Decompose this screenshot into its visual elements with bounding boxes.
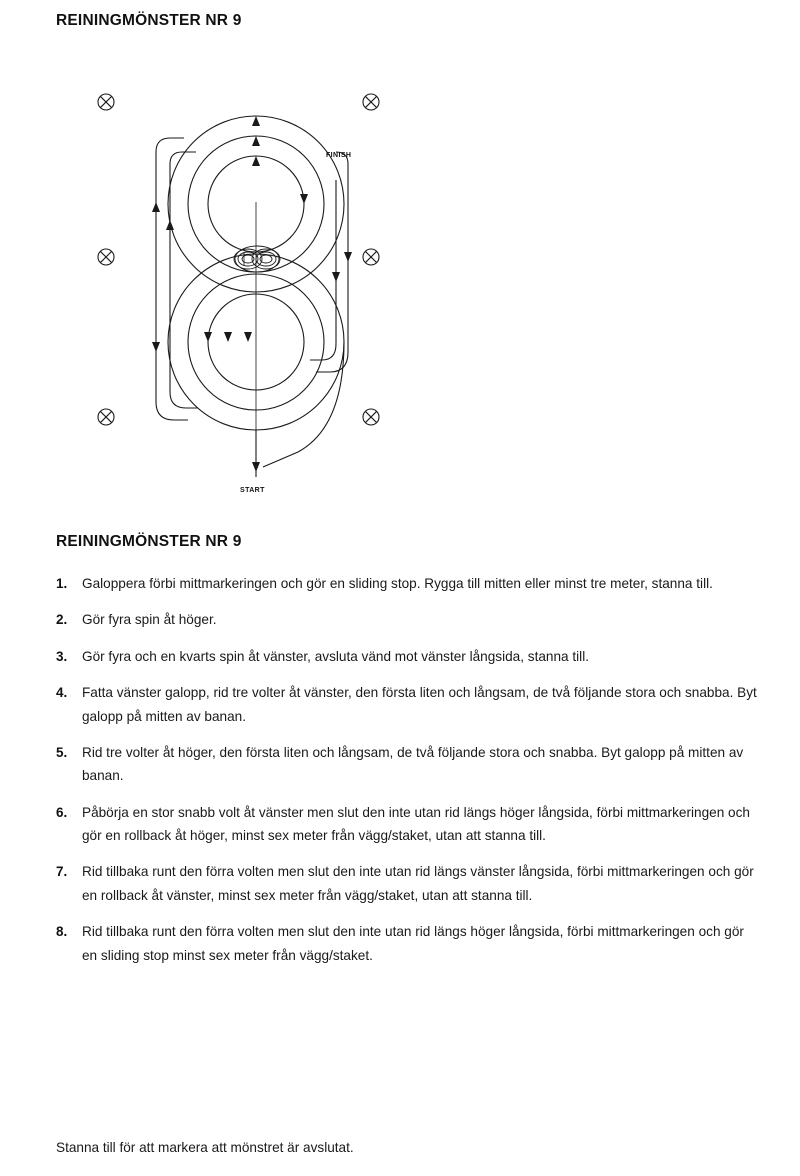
arena-marker-bottom-right: [363, 409, 379, 425]
step-text: Rid tillbaka runt den förra volten men slut den inte utan rid längs vänster långsida, förbi mittmarkeringen och gör en rollback åt vänster, minst sex meter från vägg/staket, utan att stanna till.: [82, 864, 754, 903]
step-number: 8.: [56, 924, 68, 940]
step-number: 7.: [56, 864, 68, 880]
step-text: Rid tre volter åt höger, den första liten och långsam, de två följande stora och snabba. Byt galopp på mitten av banan.: [82, 744, 744, 784]
arena-marker-bottom-left: [98, 409, 114, 425]
list-item: [56, 608, 762, 631]
step-text: Galoppera förbi mittmarkeringen och gör en sliding stop. Rygga till mitten eller minst tre meter, stanna till.: [82, 576, 713, 591]
finish-label: FINISH: [326, 152, 352, 159]
list-item: [56, 801, 762, 848]
arena-marker-top-left: [98, 94, 114, 110]
section-title: REININGMÖNSTER NR 9: [56, 533, 242, 550]
pattern-spin-spirals: [234, 246, 280, 272]
page-title: REININGMÖNSTER NR 9: [56, 12, 242, 29]
step-number: 3.: [56, 648, 68, 664]
step-number: 4.: [56, 685, 68, 701]
list-item: [56, 920, 762, 967]
reining-pattern-figure: [48, 52, 438, 512]
step-number: 6.: [56, 804, 68, 820]
step-text: Gör fyra och en kvarts spin åt vänster, avsluta vänd mot vänster långsida, stanna till.: [82, 648, 589, 664]
arena-marker-middle-left: [98, 249, 114, 265]
list-item: [56, 645, 762, 668]
closing-note: Stanna till för att markera att mönstret är avslutat.: [56, 1140, 354, 1155]
step-number: 5.: [56, 744, 68, 760]
list-item: [56, 741, 762, 788]
list-item: [56, 860, 762, 907]
list-item: [56, 572, 762, 595]
arena-marker-middle-right: [363, 249, 379, 265]
pattern-left-loop-lower: [156, 257, 188, 420]
step-text: Rid tillbaka runt den förra volten men slut den inte utan rid längs höger långsida, förbi mittmarkeringen och gör en sliding stop minst sex meter från vägg/staket.: [82, 924, 744, 963]
start-label: START: [240, 487, 265, 494]
step-number: 1.: [56, 576, 68, 591]
pattern-right-loop: [316, 180, 348, 372]
step-number: 2.: [56, 612, 68, 628]
list-item: [56, 681, 762, 728]
step-text: Påbörja en stor snabb volt åt vänster men slut den inte utan rid längs höger långsida, förbi mittmarkeringen och gör en rollback åt höger, minst sex meter från vägg/staket, utan att stanna till.: [82, 804, 750, 843]
step-text: Gör fyra spin åt höger.: [82, 612, 217, 628]
pattern-step-list: [56, 572, 762, 980]
step-text: Fatta vänster galopp, rid tre volter åt vänster, den första liten och långsam, de två följande stora och snabba. Byt galopp på mitten av banan.: [82, 685, 757, 724]
arena-marker-top-right: [363, 94, 379, 110]
